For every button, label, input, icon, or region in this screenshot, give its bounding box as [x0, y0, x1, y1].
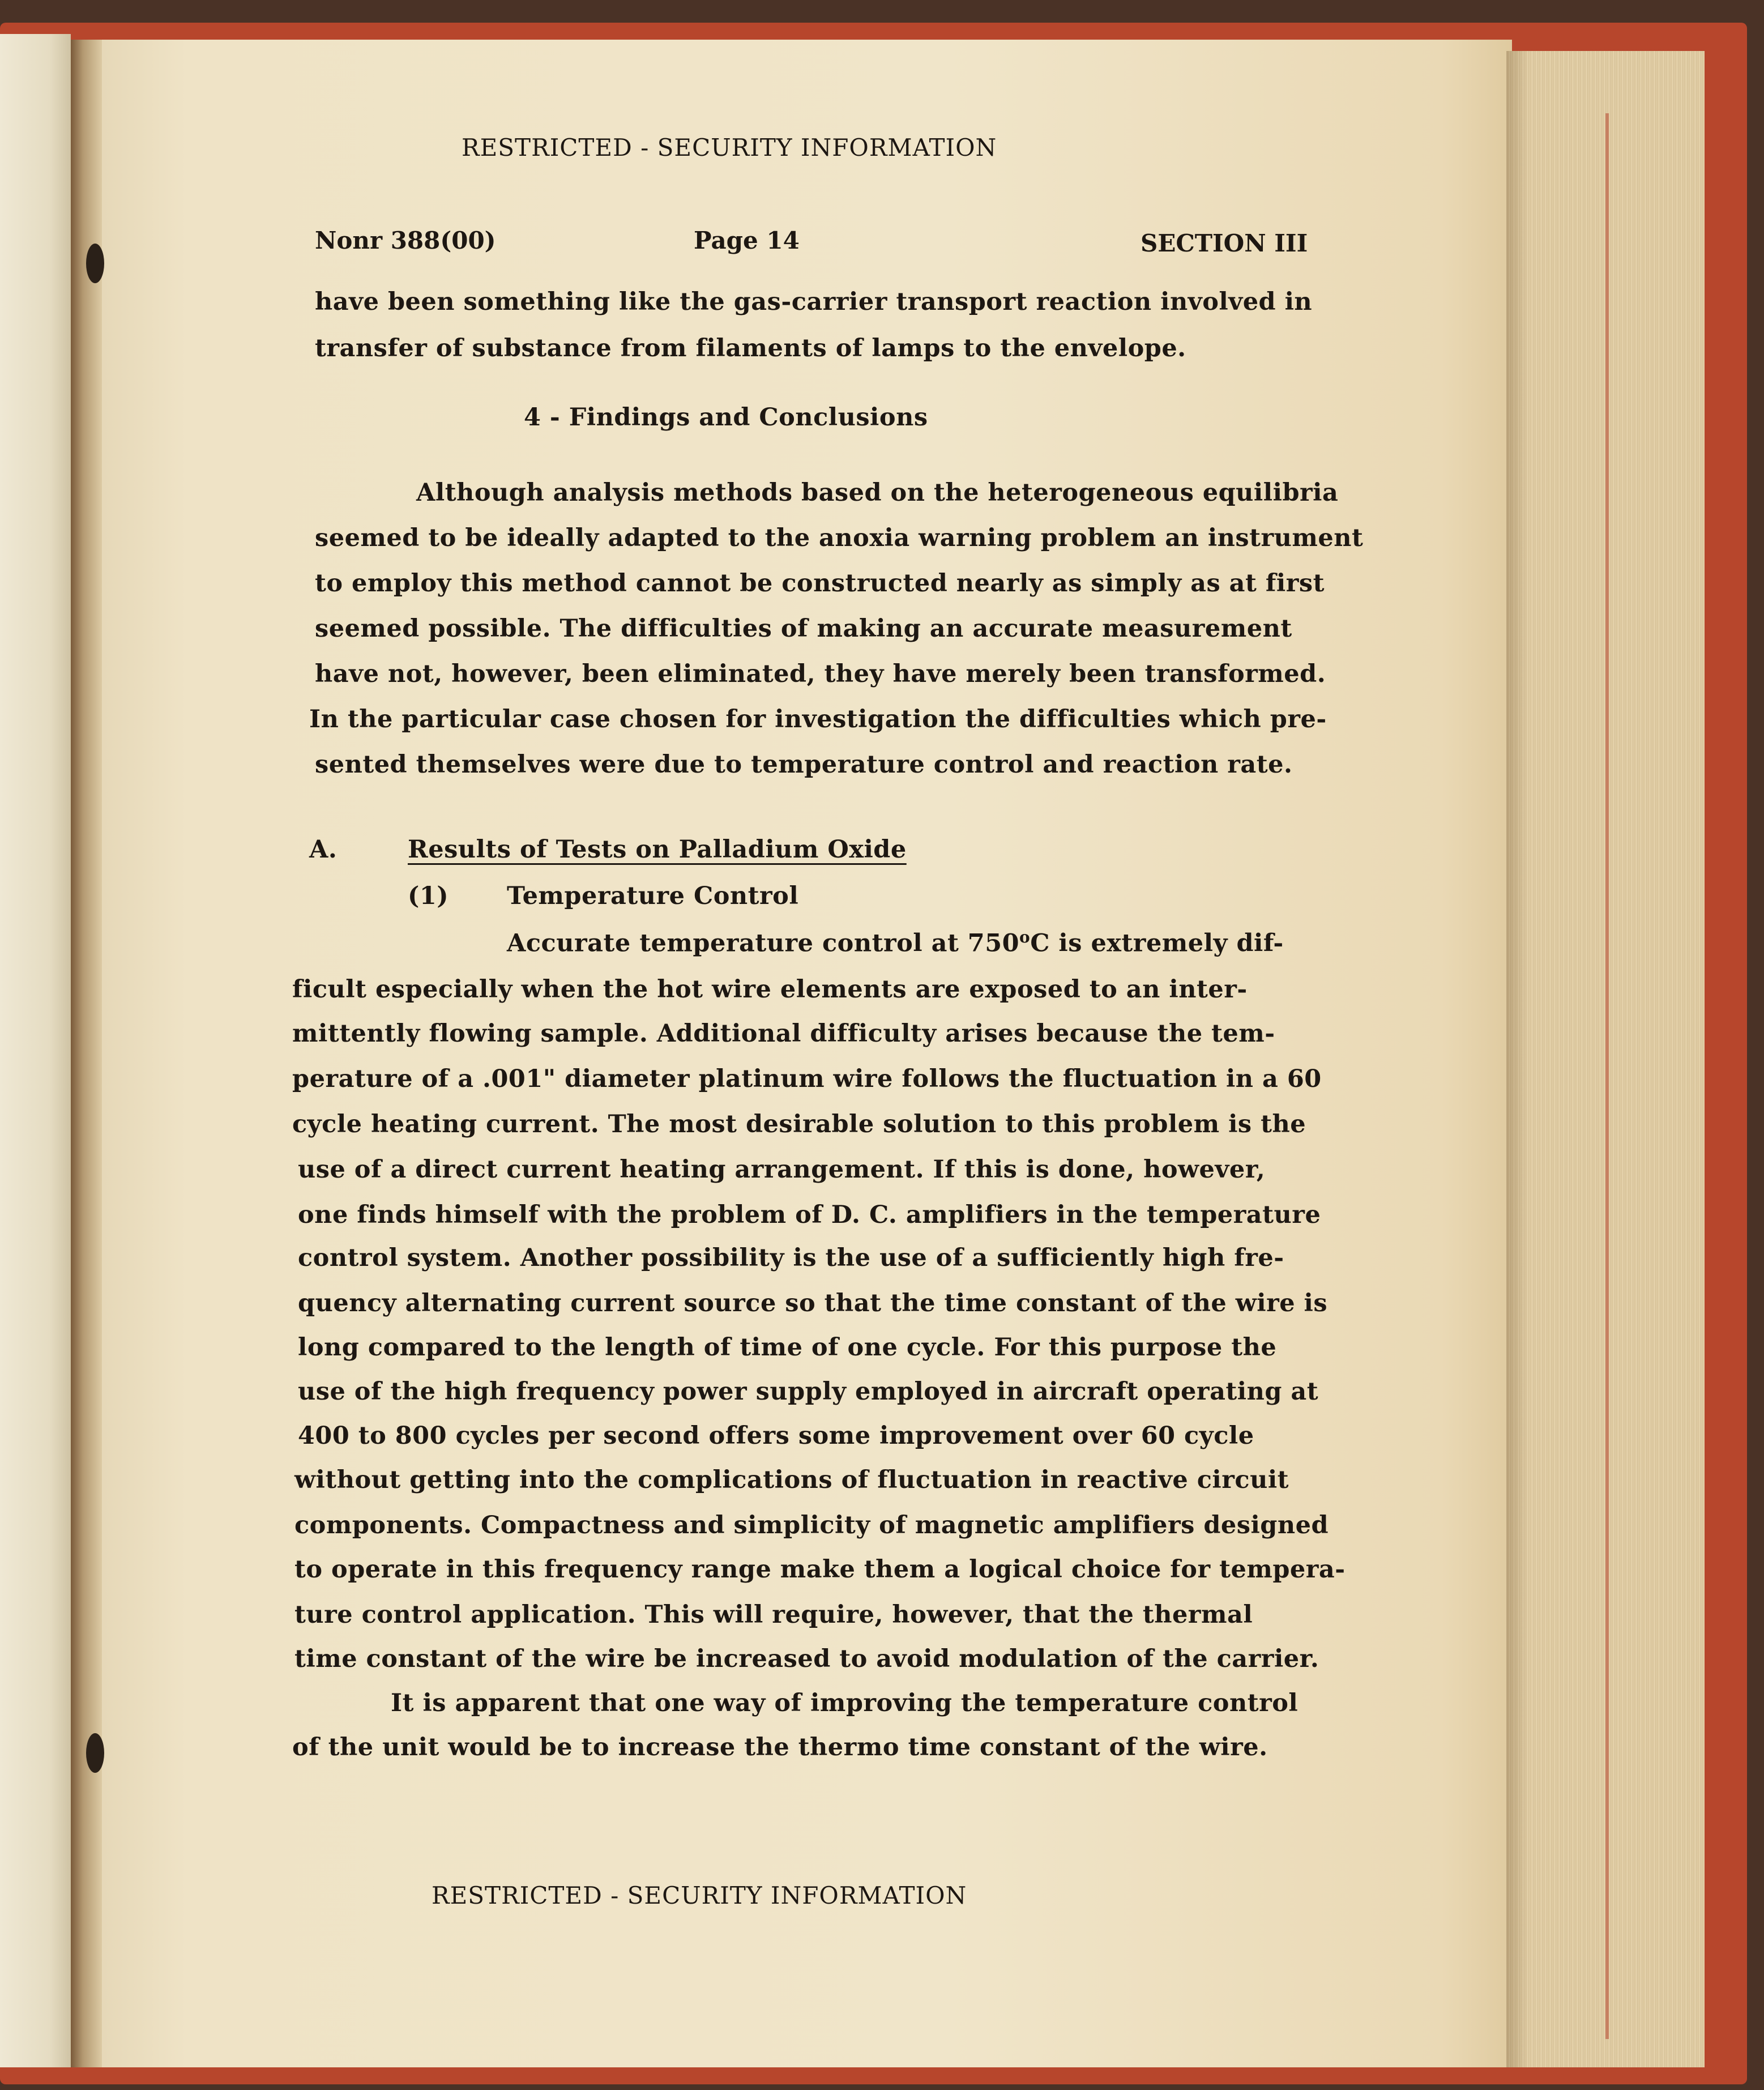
findings-heading: 4 - Findings and Conclusions [524, 403, 928, 432]
body-line: cycle heating current. The most desirable solution to this problem is the [292, 1110, 1306, 1138]
body-line: quency alternating current source so that the time constant of the wire is [298, 1289, 1328, 1317]
body-line: long compared to the length of time of one cycle. For this purpose the [298, 1333, 1277, 1362]
body-text: C is extremely dif- [1030, 929, 1284, 958]
body-line: transfer of substance from filaments of lamps to the envelope. [315, 334, 1186, 362]
body-line: use of the high frequency power supply employed in aircraft operating at [298, 1377, 1319, 1406]
footer-classification: RESTRICTED - SECURITY INFORMATION [432, 1882, 967, 1909]
subsection-number: (1) [408, 882, 449, 910]
body-line: 400 to 800 cycles per second offers some improvement over 60 cycle [298, 1422, 1254, 1450]
contract-number: Nonr 388(00) [315, 227, 496, 254]
body-line: Although analysis methods based on the heterogeneous equilibria [416, 479, 1339, 507]
section-title: Results of Tests on Palladium Oxide [408, 835, 907, 864]
ribbon-marker [1605, 113, 1609, 2039]
binder-hole-top [86, 244, 104, 283]
subsection-title: Temperature Control [507, 882, 799, 910]
binder-hole-bottom [86, 1733, 104, 1773]
body-line: ficult especially when the hot wire elements are exposed to an inter- [292, 975, 1248, 1004]
body-line: seemed to be ideally adapted to the anoxia warning problem an instrument [315, 524, 1364, 552]
left-page [0, 34, 71, 2067]
body-line: control system. Another possibility is the use of a sufficiently high fre- [298, 1244, 1284, 1272]
body-line: seemed possible. The difficulties of making an accurate measurement [315, 615, 1292, 643]
body-line: have not, however, been eliminated, they have merely been transformed. [315, 660, 1326, 688]
body-line: time constant of the wire be increased to avoid modulation of the carrier. [294, 1645, 1319, 1673]
body-line: of the unit would be to increase the thermo time constant of the wire. [292, 1733, 1268, 1761]
section-label: SECTION III [1141, 229, 1308, 257]
body-line: components. Compactness and simplicity of magnetic amplifiers designed [294, 1511, 1329, 1539]
body-line: use of a direct current heating arrangement. If this is done, however, [298, 1155, 1266, 1184]
body-line: have been something like the gas-carrier transport reaction involved in [315, 288, 1313, 316]
degree-superscript: o [1019, 928, 1031, 946]
body-line: perature of a .001" diameter platinum wire follows the fluctuation in a 60 [292, 1065, 1322, 1093]
body-line: one finds himself with the problem of D. C. amplifiers in the temperature [298, 1201, 1321, 1229]
body-line: to operate in this frequency range make them a logical choice for tempera- [294, 1555, 1346, 1584]
body-line: to employ this method cannot be constructed nearly as simply as at first [315, 569, 1325, 598]
body-line: mittently flowing sample. Additional difficulty arises because the tem- [292, 1020, 1275, 1048]
body-line: without getting into the complications of fluctuation in reactive circuit [294, 1466, 1289, 1494]
body-line [507, 928, 1284, 957]
body-line: In the particular case chosen for investigation the difficulties which pre- [309, 705, 1327, 733]
body-line: sented themselves were due to temperature control and reaction rate. [315, 750, 1293, 779]
page-number: Page 14 [694, 227, 800, 254]
body-line: ture control application. This will require, however, that the thermal [294, 1601, 1253, 1629]
body-text: Accurate temperature control at 750 [507, 929, 1020, 958]
header-classification: RESTRICTED - SECURITY INFORMATION [462, 134, 997, 161]
page-edge-shadow [1506, 51, 1529, 2067]
section-letter: A. [309, 835, 338, 864]
body-line: It is apparent that one way of improving the temperature control [391, 1689, 1299, 1717]
